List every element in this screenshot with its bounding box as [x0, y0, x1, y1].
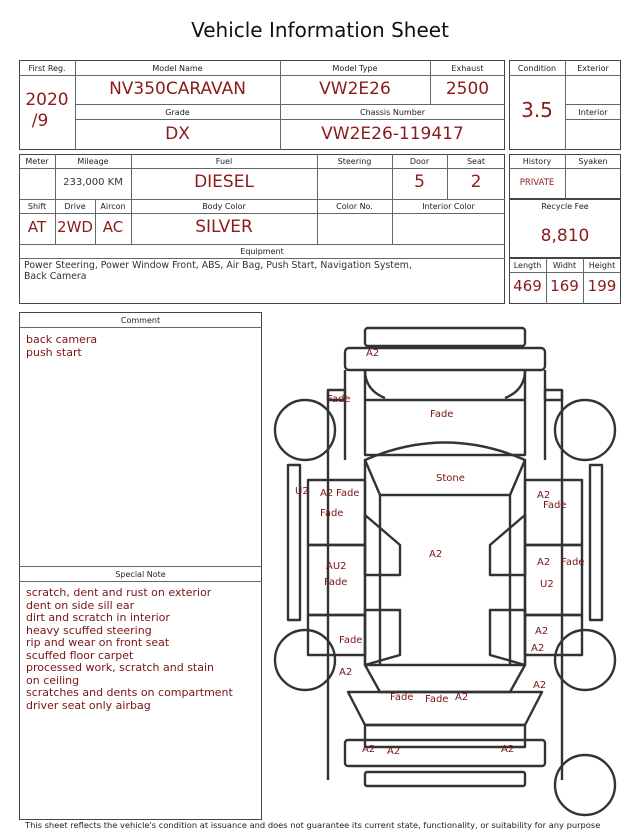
damage-mark: AU2 [326, 561, 347, 572]
meter-label: Meter [25, 157, 49, 166]
headlight-left [365, 370, 385, 398]
shift-label: Shift [27, 202, 47, 211]
special-note-text [26, 587, 233, 712]
wheel-front-left [275, 400, 335, 460]
damage-mark: Fade [561, 557, 585, 568]
damage-mark: Fade [327, 394, 351, 405]
right-front-fender [545, 390, 562, 400]
length-value: 469 [513, 277, 542, 295]
recycle-label: Recycle Fee [541, 202, 589, 211]
right-rear-window [490, 610, 525, 665]
color-no-label: Color No. [336, 202, 373, 211]
damage-mark: A2 [387, 746, 401, 757]
steering-label: Steering [337, 157, 372, 166]
seat-label: Seat [466, 157, 486, 166]
windshield [365, 443, 525, 496]
car-damage-diagram [270, 320, 620, 820]
damage-mark: A2 [537, 557, 551, 568]
damage-mark: Stone [436, 473, 465, 484]
damage-mark: U2 [295, 486, 309, 497]
damage-mark: A2 [366, 348, 380, 359]
damage-mark: A2 [320, 488, 334, 499]
shift-value: AT [27, 218, 47, 236]
first-reg-month: /9 [31, 111, 49, 131]
wheel-front-right [555, 400, 615, 460]
hood-part [365, 370, 525, 400]
exterior-label: Exterior [577, 64, 609, 73]
interior-color-label: Interior Color [422, 202, 475, 211]
damage-mark: A2 [429, 549, 443, 560]
left-rear-window [365, 610, 400, 665]
rear-step [365, 772, 525, 786]
headlight-right [505, 370, 525, 398]
model-type-label: Model Type [332, 64, 378, 73]
front-bumper-part [365, 328, 525, 346]
chassis-label: Chassis Number [360, 108, 425, 117]
fuel-value: DIESEL [194, 172, 254, 192]
damage-mark: Fade [336, 488, 360, 499]
note-line: scratches and dents on compartment [26, 686, 233, 699]
comment-text [26, 334, 97, 359]
mileage-label: Mileage [77, 157, 109, 166]
damage-mark: A2 [531, 643, 545, 654]
mileage-value: 233,000 KM [63, 177, 123, 188]
exhaust-label: Exhaust [451, 64, 484, 73]
damage-mark: Fade [425, 694, 449, 705]
special-note-label: Special Note [115, 570, 166, 579]
comment-label: Comment [120, 316, 161, 325]
note-line: on ceiling [26, 673, 80, 687]
left-front-window [365, 515, 400, 575]
chassis-value: VW2E26-119417 [321, 124, 464, 144]
condition-score: 3.5 [521, 98, 553, 122]
model-type: VW2E26 [319, 79, 391, 99]
damage-mark: Fade [324, 577, 348, 588]
note-line: dirt and scratch in interior [26, 611, 170, 624]
damage-mark: A2 [339, 667, 353, 678]
width-value: 169 [550, 277, 579, 295]
damage-mark: Fade [390, 692, 414, 703]
note-line: heavy scuffed steering [26, 623, 152, 637]
height-label: Height [588, 261, 616, 270]
condition-label: Condition [517, 64, 557, 73]
seat-value: 2 [470, 172, 482, 192]
damage-mark: Fade [339, 635, 363, 646]
width-label: Widht [552, 261, 577, 270]
comment-line: back camera [26, 333, 98, 346]
aircon-value: AC [102, 218, 124, 236]
rear-window [365, 665, 525, 692]
wheel-rear-right [555, 630, 615, 690]
height-value: 199 [587, 277, 617, 295]
history-label: History [522, 157, 552, 166]
note-line: driver seat only airbag [26, 698, 151, 712]
damage-mark: A2 [362, 744, 376, 755]
grade-label: Grade [165, 108, 190, 117]
length-label: Length [513, 261, 542, 270]
history-value: PRIVATE [519, 178, 555, 188]
note-line: processed work, scratch and stain [26, 661, 215, 674]
first-reg-year: 2020 [25, 90, 69, 110]
damage-mark: A2 [535, 626, 549, 637]
grade-value: DX [165, 124, 190, 144]
model-name-label: Model Name [152, 64, 203, 73]
damage-mark: Fade [430, 409, 454, 420]
footer-disclaimer: This sheet reflects the vehicle's condition at issuance and does not guarantee its current state, functionality, or suitability for any purpose [25, 820, 601, 830]
interior-label: Interior [578, 108, 608, 117]
damage-mark: A2 [501, 744, 515, 755]
recycle-value: 8,810 [540, 226, 590, 246]
drive-label: Drive [64, 202, 86, 211]
body-color-label: Body Color [202, 202, 246, 211]
damage-mark: Fade [320, 508, 344, 519]
note-line: scratch, dent and rust on exterior [26, 586, 212, 599]
note-line: dent on side sill ear [26, 598, 135, 612]
right-front-window [490, 515, 525, 575]
note-line: rip and wear on front seat [26, 636, 170, 649]
body-color-value: SILVER [195, 217, 253, 237]
right-front-door [525, 480, 582, 545]
door-label: Door [409, 157, 430, 166]
aircon-label: Aircon [100, 202, 126, 211]
wheel-rear-left [275, 630, 335, 690]
right-side-sill [590, 465, 602, 620]
equipment-text: Power Steering, Power Window Front, ABS, Air Bag, Push Start, Navigation System, Back Camera [24, 260, 412, 282]
syaken-label: Syaken [578, 157, 608, 166]
damage-mark: A2 [537, 490, 551, 501]
note-line: scuffed floor carpet [26, 648, 134, 662]
page-title: Vehicle Information Sheet [191, 18, 449, 42]
damage-mark: U2 [540, 579, 554, 590]
model-name: NV350CARAVAN [109, 79, 246, 99]
drive-value: 2WD [57, 218, 93, 236]
fuel-label: Fuel [215, 157, 233, 166]
door-value: 5 [414, 172, 425, 192]
equipment-label: Equipment [240, 247, 284, 256]
exhaust-value: 2500 [445, 79, 490, 99]
first-reg-label: First Reg. [28, 64, 66, 73]
spare-wheel [555, 755, 615, 815]
damage-mark: A2 [455, 692, 469, 703]
roof-panel [365, 460, 525, 665]
damage-mark: A2 [533, 680, 547, 691]
comment-line: push start [26, 345, 82, 359]
damage-mark: Fade [543, 500, 567, 511]
